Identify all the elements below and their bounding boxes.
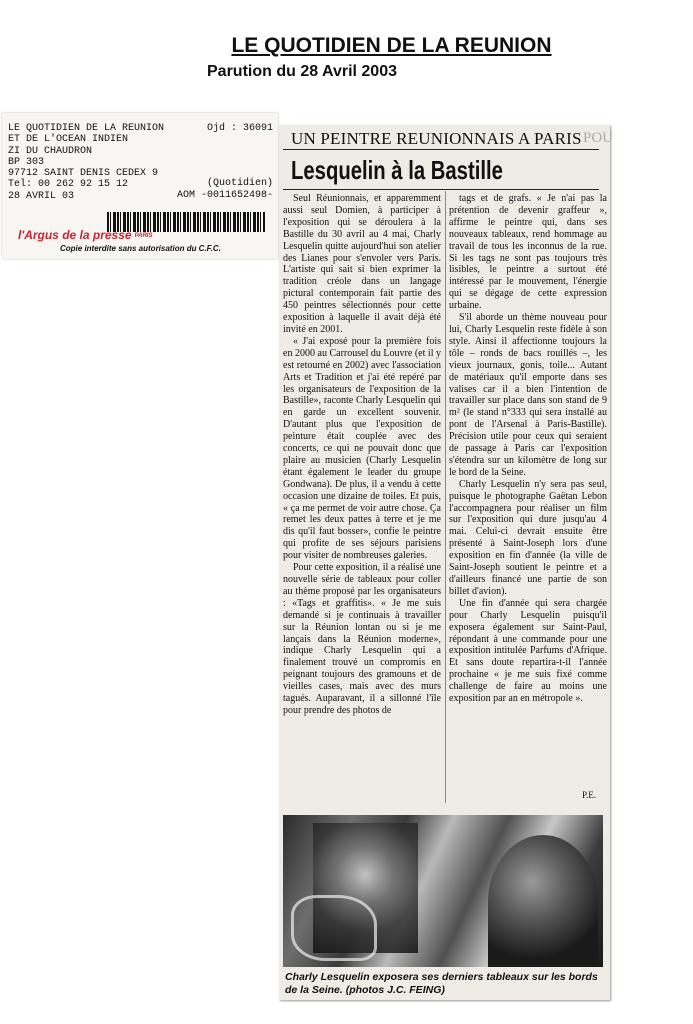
column-divider (445, 191, 446, 803)
graffiti-image (291, 895, 377, 961)
paragraph: Une fin d'année qui sera chargée pour Charly Lesquelin puisqu'il exposera également sur Saint-Paul, répondant à une commande pour une exposition intitulée Parfums d'Afrique. Et sans doute repartira-t-il l'année prochaine « je me suis fixé comme challenge de faire au moins une exposition par an en métropole ». (449, 597, 607, 705)
article-column-1 (283, 193, 441, 803)
argus-city: PARIS (134, 232, 153, 239)
kicker-rule (283, 149, 599, 150)
press-clipping-stamp (2, 113, 278, 259)
article-headline: Lesquelin à la Bastille (291, 155, 503, 185)
paragraph: Charly Lesquelin n'y sera pas seul, puisque le photographe Gaëtan Lebon l'accompagnera pour réaliser un film sur l'exposition qui dure jusqu'au 4 mai. Celui-ci devrait ensuite être présenté à Saint-Joseph lors d'une exposition en fin d'année (la ville de Saint-Joseph soutient le peintre et a d'ailleurs financé une partie de son billet d'avion). (449, 478, 607, 597)
stamp-ojd: Ojd : 36091 (207, 123, 274, 134)
copyright-notice: Copie interdite sans autorisation du C.F.C. (60, 244, 221, 253)
paragraph: « J'ai exposé pour la première fois en 2000 au Carrousel du Louvre (et il y est retourné en 2002) avec l'association Arts et Tradition et j'ai été repéré par les organisateurs de l'exposition de la Bastille», raconte Charly Lesquelin qui en garde un excellent souvenir. D'autant plus que l'exposition de peinture était couplée avec des concerts, ce qui ne pouvait donc que plaire au musicien (Charly Lesquelin étant également le leader du groupe Gondwana). De plus, il a vendu à cette occasion une dizaine de toiles. Et puis, « ça me permet de voir autre chose. Ça remet les deux pattes à terre et je me dis qu'il faut bosser», confie le peintre qui profite de ses séjours parisiens pour visiter de nombreuses galeries. (283, 335, 441, 562)
author-signature: P.E. (581, 790, 596, 800)
paragraph: Seul Réunionnais, et apparemment aussi seul Domien, à participer à l'exposition qui se déroulera à la Bastille du 30 avril au 4 mai, Charly Lesquelin quitte aujourd'hui son atelier des Lianes pour s'envoler vers Paris. L'artiste qui sait si bien exprimer la tradition créole dans un langage pictural contemporain fait partie des 450 peintres sélectionnés pour cette exposition à laquelle il avait déjà été invité en 2001. (283, 193, 441, 335)
paragraph: S'il aborde un thème nouveau pour lui, Charly Lesquelin reste fidèle à son style. Ainsi il affectionne toujours la tôle – ronds de bacs rouillés –, les vieux journaux, gonis, toile... Autant de matériaux qu'il emporte dans ses valises car il a bien l'intention de travailler sur place dans son stand de 9 m² (le stand n°333 qui sera installé au pont de l'Arsenal à Paris-Bastille). Précision utile pour ceux qui seraient de passage à Paris car l'exposition s'étendra sur un kilomètre de long sur le bord de la Seine. (449, 312, 607, 478)
paragraph: tags et de grafs. « Je n'ai pas la prétention de devenir graffeur », affirme le peintre qui, dans ses nouveaux tableaux, rend hommage au travail de tous les inconnus de la rue. Si les tags ne sont pas toujours très lisibles, le peintre a surtout été intéressé par le mouvement, l'énergie qui se dégage de cette expression urbaine. (449, 193, 607, 312)
publication-date: Parution du 28 Avril 2003 (207, 63, 397, 80)
argus-brand: l'Argus de la presse (18, 228, 132, 242)
newspaper-title: LE QUOTIDIEN DE LA REUNION (231, 34, 552, 57)
article-kicker: UN PEINTRE REUNIONNAIS A PARIS (291, 129, 582, 148)
adjacent-article-fragment: POU (583, 130, 614, 146)
photo-caption: Charly Lesquelin exposera ses derniers tableaux sur les bords de la Seine. (photos J.C. FEING) (285, 971, 598, 996)
article-photo (283, 815, 603, 967)
argus-logo (18, 228, 152, 242)
stamp-address: LE QUOTIDIEN DE LA REUNION ET DE L'OCEAN INDIEN ZI DU CHAUDRON BP 303 97712 SAINT DENIS CEDEX 9 Tel: 00 262 92 15 12 28 AVRIL 03 (8, 123, 165, 202)
stamp-periodicity: (Quotidien) (207, 178, 274, 189)
paragraph: Pour cette exposition, il a réalisé une nouvelle série de tableaux pour coller au thème proposé par les organisateurs : «Tags et graffitis». « Je me suis demandé si je continuais à travailler sur la Réunion lontan ou si je me lançais dans la Réunion moderne», indique Charly Lesquelin qui a finalement trouvé un compromis en peignant toujours des gramouns et de vieilles cases, mais avec des murs tagués. Auparavant, il a sillonné l'île pour prendre des photos de (283, 562, 441, 716)
headline-rule (283, 189, 599, 190)
article-column-2 (449, 193, 607, 803)
painter-image (488, 835, 598, 967)
stamp-aom: AOM -0011652498- (177, 190, 274, 201)
newspaper-clipping (279, 125, 614, 1000)
